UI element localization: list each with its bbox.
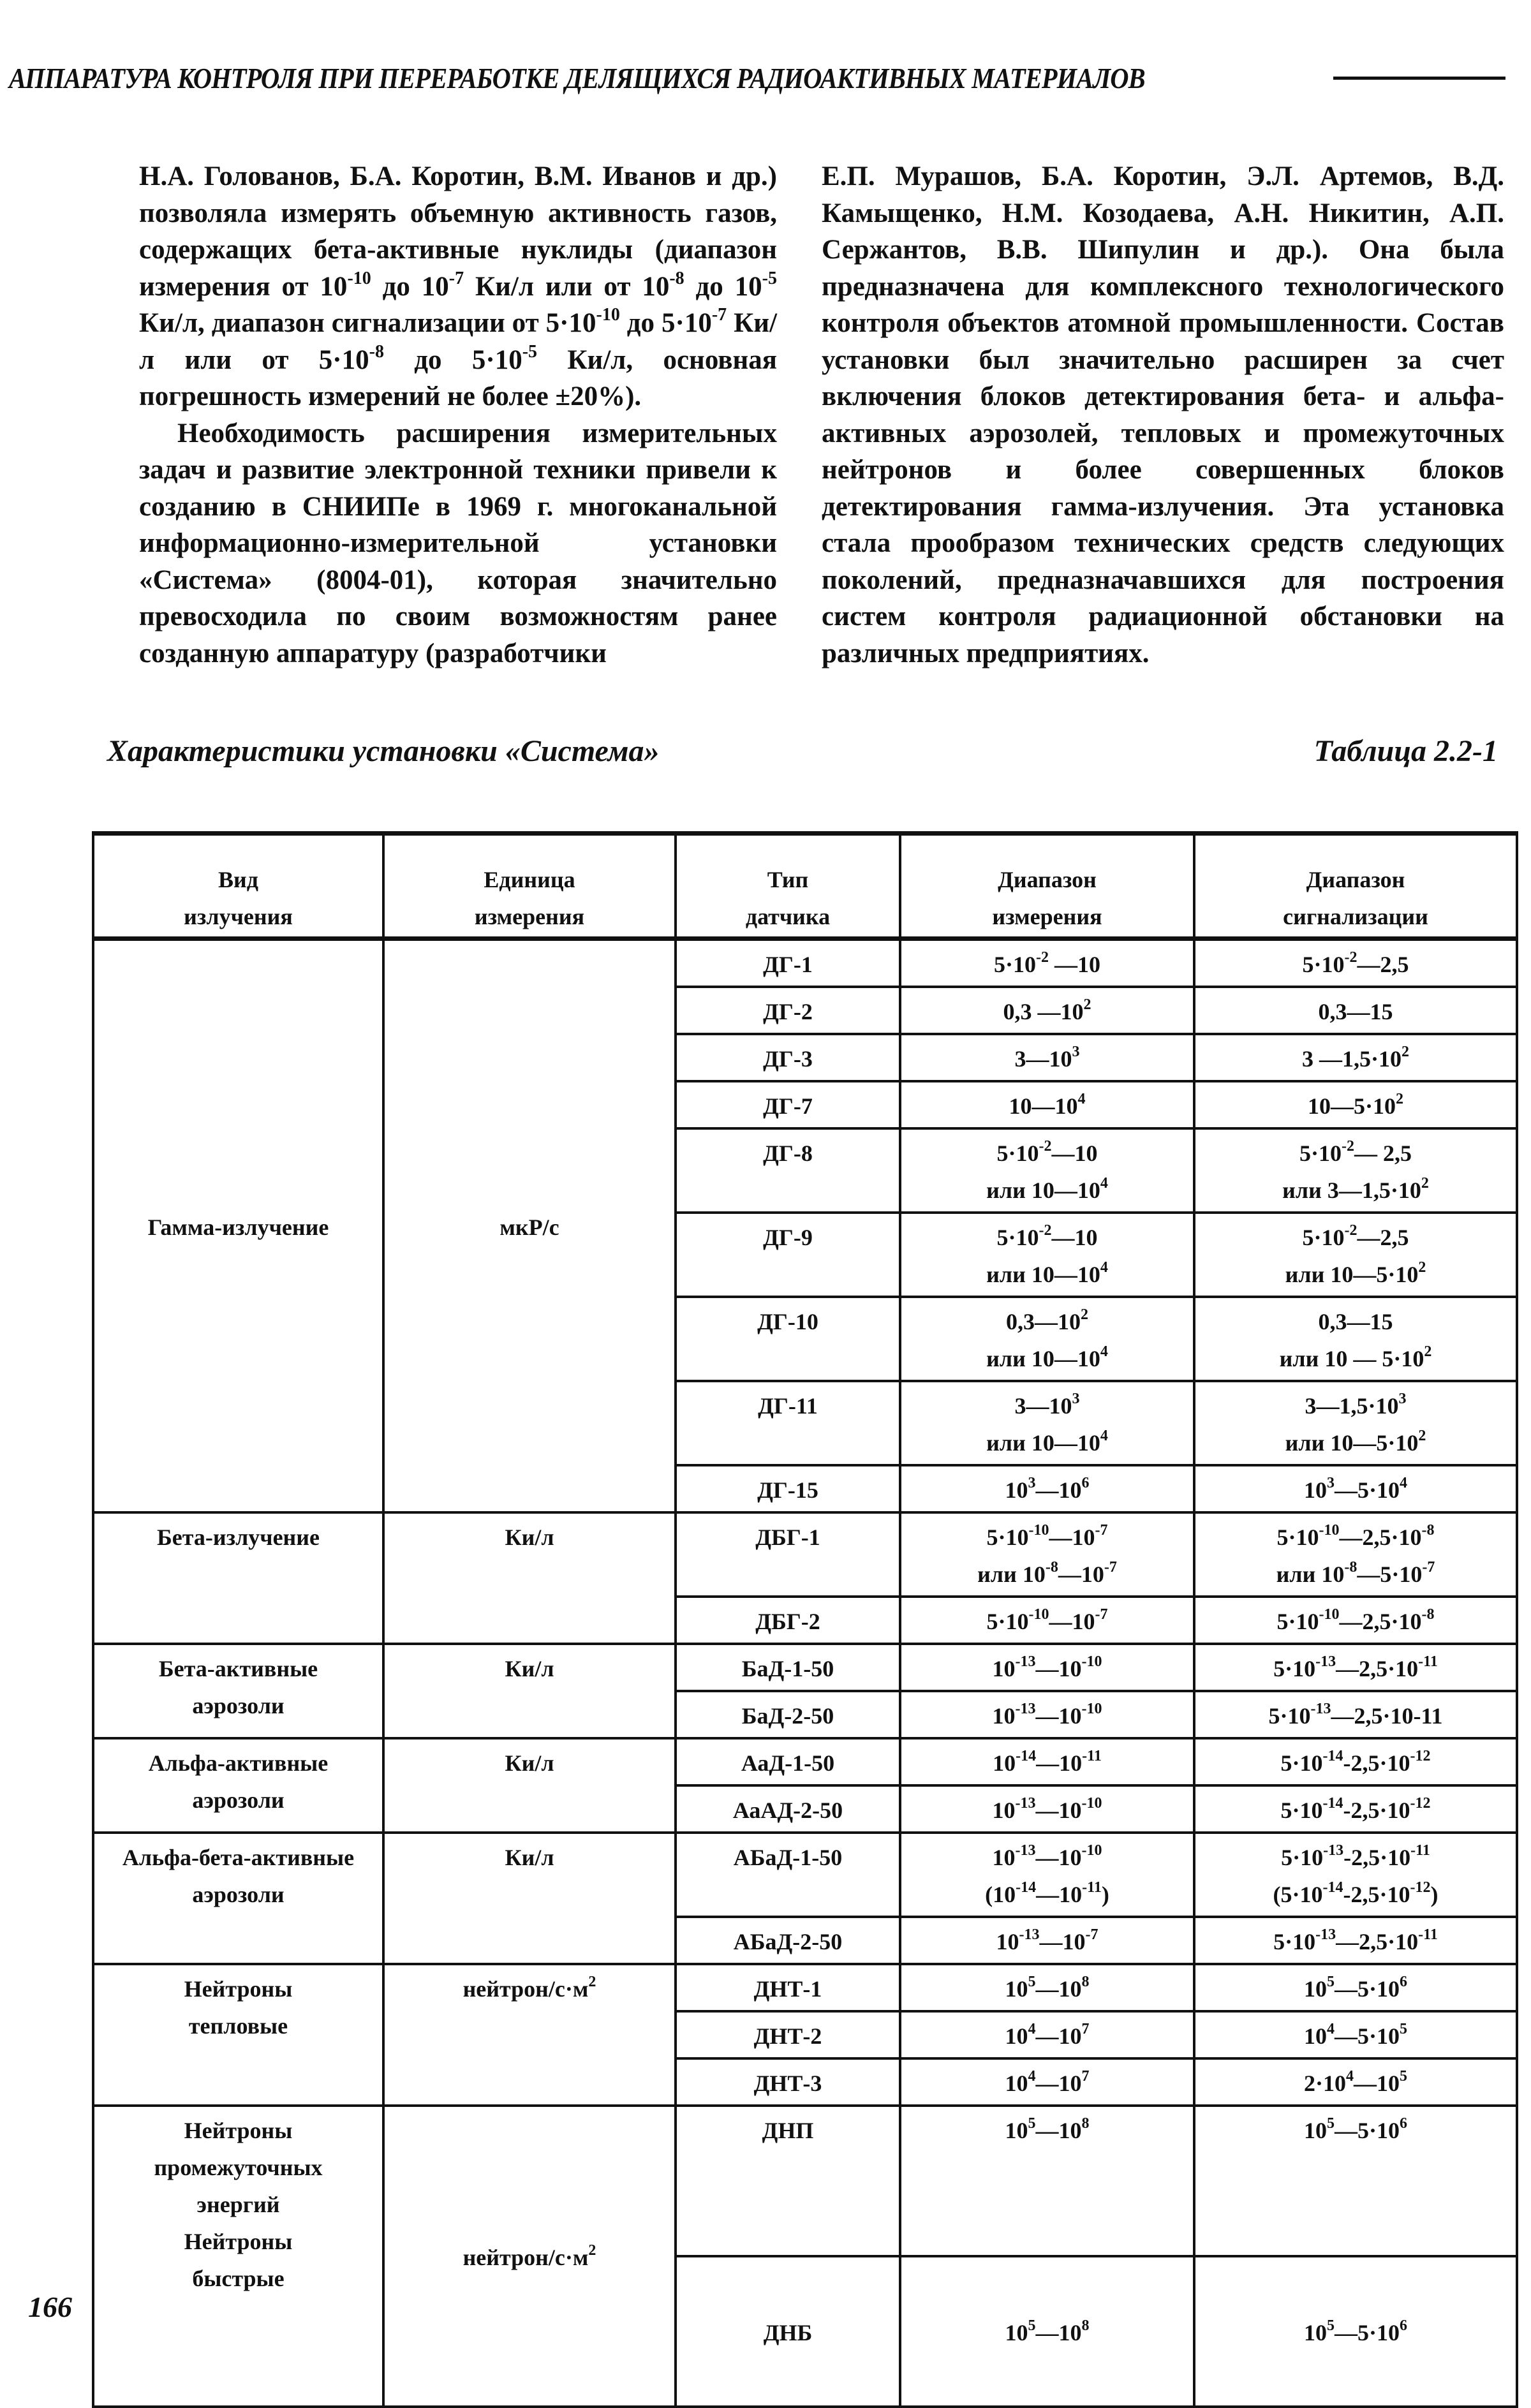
sensor-type-cell: ДНП [676, 2106, 900, 2256]
column-header: Диапазон сигнализации [1194, 834, 1517, 939]
unit-cell: мкР/с [383, 939, 676, 1513]
cell-value: $10^3—5\cdot 10^4$ [1303, 1475, 1407, 1503]
table-caption-row [107, 734, 1498, 785]
cell-value: $5\cdot 10^{-2}$ —10 [993, 949, 1100, 977]
measure-range-cell [900, 1833, 1194, 1917]
alarm-range-cell [1194, 939, 1517, 987]
cell-value: $5\cdot 10^{-2}—$ 2,5 [1299, 1138, 1412, 1166]
measure-range-cell [900, 1644, 1194, 1691]
alarm-range-cell [1194, 1738, 1517, 1785]
measure-range-cell [900, 1081, 1194, 1128]
table-row [93, 1512, 1517, 1597]
alarm-range-cell [1194, 2058, 1517, 2106]
alarm-range-cell [1194, 1917, 1517, 1964]
cell-value: 0,3—15 [1318, 1309, 1393, 1334]
cell-value: или $10—10^4$ [986, 1428, 1108, 1456]
unit-cell: нейтрон/$с\cdot м^2$ [383, 2106, 676, 2407]
cell-value: $0,3—10^2$ [1006, 1306, 1088, 1334]
cell-value: или $10^{-8}—10^{-7}$ [977, 1559, 1117, 1587]
cell-value: $5\cdot 10^{-10}—2,5\cdot 10^{-8}$ [1276, 1606, 1435, 1634]
cell-value: $3—10^3$ [1014, 1044, 1080, 1072]
radiation-type-cell: Альфа-бета-активные аэрозоли [93, 1833, 383, 1964]
measure-range-cell [900, 1297, 1194, 1381]
cell-value: $10^5—10^8$ [1005, 2317, 1090, 2345]
sensor-type-cell: АаАД-2-50 [676, 1785, 900, 1833]
sensor-type-cell: АБаД-1-50 [676, 1833, 900, 1917]
alarm-range-cell [1194, 2256, 1517, 2407]
cell-value: $5\cdot 10^{-13}-2,5\cdot 10^{-11}$ [1281, 1842, 1430, 1870]
table-row [93, 1833, 1517, 1917]
table-header [93, 834, 1517, 939]
cell-value: $(10^{-14}—10^{-11})$ [985, 1879, 1109, 1907]
cell-value: $10^{-13}—10^{-10}$ [992, 1795, 1102, 1823]
cell-value: $5\cdot 10^{-2}—10$ [996, 1138, 1098, 1166]
unit-cell: Ки/л [383, 1833, 676, 1964]
left-column-paragraph: Н.А. Голованов, Б.А. Коротин, В.М. Иванов и др.) позволяла измерять объемную активность газов, содержащих бета-активные нуклиды (диапазон измерения от $10^{-10}$ до $10^{-7}$ Ки/л или от $10^{-8}$ до $10^{-5}$ Ки/л, диапазон сигнализации от $5\cdot 10^{-10}$ до $5\cdot 10^{-7}$ Ки/л или от $5\cdot 10^{-8}$ до $5\cdot 10^{-5}$ Ки/л, основная погрешность измерений не более ±20%). [139, 161, 778, 411]
cell-value: $10^5—5\cdot 10^6$ [1303, 2115, 1407, 2143]
sensor-type-cell: АБаД-2-50 [676, 1917, 900, 1964]
alarm-range-cell [1194, 2011, 1517, 2058]
cell-value: $10^3—10^6$ [1005, 1475, 1090, 1503]
column-header: Единица измерения [383, 834, 676, 939]
alarm-range-cell [1194, 1833, 1517, 1917]
measure-range-cell [900, 1785, 1194, 1833]
cell-value: $10^4—5\cdot 10^5$ [1303, 2021, 1407, 2049]
alarm-range-cell [1194, 987, 1517, 1034]
alarm-range-cell [1194, 1128, 1517, 1213]
measure-range-cell [900, 1128, 1194, 1213]
cell-value: $10^4—10^7$ [1005, 2068, 1090, 2096]
table-row [93, 1738, 1517, 1785]
sensor-type-cell: ДНТ-1 [676, 1964, 900, 2011]
cell-value: или $10—10^4$ [986, 1259, 1108, 1287]
alarm-range-cell [1194, 1381, 1517, 1465]
radiation-type-cell: Бета-излучение [93, 1512, 383, 1644]
cell-value: или 10 — $5\cdot 10^2$ [1279, 1343, 1432, 1371]
cell-value: $5\cdot 10^{-14}-2,5\cdot 10^{-12}$ [1280, 1748, 1431, 1776]
cell-value: $3—10^3$ [1014, 1391, 1080, 1419]
alarm-range-cell [1194, 2106, 1517, 2256]
sensor-type-cell: ДБГ-1 [676, 1512, 900, 1597]
sensor-type-cell: ДНТ-2 [676, 2011, 900, 2058]
cell-value: $5\cdot 10^{-2}—10$ [996, 1222, 1098, 1250]
sensor-type-cell: ДНБ [676, 2256, 900, 2407]
page-number: 166 [28, 2291, 72, 2323]
cell-value: $10^5—5\cdot 10^6$ [1303, 2317, 1407, 2345]
cell-value: $5\cdot 10^{-2}—2,5$ [1302, 1222, 1409, 1250]
sensor-type-cell: ДГ-1 [676, 939, 900, 987]
cell-value: $5\cdot 10^{-14}-2,5\cdot 10^{-12}$ [1280, 1795, 1431, 1823]
cell-value: или $10—10^4$ [986, 1343, 1108, 1371]
sensor-type-cell: ДБГ-2 [676, 1597, 900, 1644]
table-row [93, 939, 1517, 987]
measure-range-cell [900, 1917, 1194, 1964]
cell-value: $5\cdot 10^{-10}—10^{-7}$ [986, 1606, 1108, 1634]
alarm-range-cell [1194, 1964, 1517, 2011]
sensor-type-cell: ДГ-15 [676, 1465, 900, 1512]
table-row [93, 1964, 1517, 2011]
body-column-right [822, 158, 1504, 672]
measure-range-cell [900, 1213, 1194, 1297]
table-body [93, 939, 1517, 2407]
sensor-type-cell: ДГ-11 [676, 1381, 900, 1465]
column-header: Вид излучения [93, 834, 383, 939]
alarm-range-cell [1194, 1691, 1517, 1738]
table-row [93, 2106, 1517, 2256]
body-column-left [139, 158, 777, 672]
unit-cell: Ки/л [383, 1738, 676, 1833]
column-header: Тип датчика [676, 834, 900, 939]
measure-range-cell [900, 1034, 1194, 1081]
unit-cell: Ки/л [383, 1512, 676, 1644]
alarm-range-cell [1194, 1081, 1517, 1128]
cell-value: или $10—10^4$ [986, 1175, 1108, 1203]
right-column-paragraph: Е.П. Мурашов, Б.А. Коротин, Э.Л. Артемов, В.Д. Камыщенко, Н.М. Козодаева, А.Н. Никитин, А.П. Сержантов, В.В. Шипулин и др.). Она была предназначена для комплексного технологического контроля объектов атомной промышленности. Состав установки был значительно расширен за счет включения блоков детектирования бета- и альфа-активных аэрозолей, тепловых и промежуточных нейтронов и более совершенных блоков детектирования гамма-излучения. Эта установка стала прообразом технических средств следующих поколений, предназначавшихся для построения систем контроля радиационной обстановки на различных предприятиях. [822, 161, 1504, 668]
table-row [93, 1644, 1517, 1691]
running-head-rule [1333, 77, 1505, 80]
measure-range-cell [900, 2058, 1194, 2106]
cell-value: $5\cdot 10^{-2}—2,5$ [1302, 949, 1409, 977]
radiation-type-cell: Нейтроны промежуточных энергий Нейтроны быстрые [93, 2106, 383, 2407]
cell-value: или $10—5\cdot 10^2$ [1285, 1259, 1426, 1287]
sensor-type-cell: ДГ-10 [676, 1297, 900, 1381]
cell-value: $5\cdot 10^{-13}—2,5\cdot 10^{-11}$ [1273, 1653, 1438, 1681]
cell-value: $5\cdot 10^{-13}—2,5\cdot 10^{-11}$ [1273, 1926, 1438, 1954]
radiation-type-cell: Альфа-активные аэрозоли [93, 1738, 383, 1833]
cell-value: $10^{-14}—10^{-11}$ [993, 1748, 1102, 1776]
cell-value: $10^{-13}—10^{-10}$ [992, 1653, 1102, 1681]
measure-range-cell [900, 987, 1194, 1034]
measure-range-cell [900, 1465, 1194, 1512]
cell-value: $2\cdot 10^4—10^5$ [1303, 2068, 1407, 2096]
sensor-type-cell: ДГ-7 [676, 1081, 900, 1128]
cell-value: $5\cdot 10^{-13}—2,5\cdot 10-11$ [1268, 1701, 1443, 1729]
cell-value: $3—1,5\cdot 10^3$ [1305, 1391, 1407, 1419]
table-number: Таблица 2.2-1 [1313, 734, 1498, 768]
cell-value: $10—10^4$ [1009, 1091, 1086, 1119]
table-caption: Характеристики установки «Система» [107, 734, 660, 768]
table-header-row [93, 834, 1517, 939]
running-head-title: АППАРАТУРА КОНТРОЛЯ ПРИ ПЕРЕРАБОТКЕ ДЕЛЯЩИХСЯ РАДИОАКТИВНЫХ МАТЕРИАЛОВ [9, 61, 1145, 94]
cell-value: $10^{-13}—10^{-10}$ [992, 1701, 1102, 1729]
sensor-type-cell: ДГ-2 [676, 987, 900, 1034]
unit-cell: нейтрон/$с\cdot м^2$ [383, 1964, 676, 2106]
cell-value: или $3—1,5\cdot 10^2$ [1282, 1175, 1429, 1203]
left-column-paragraph: Необходимость расширения измерительных задач и развитие электронной техники привели к созданию в СНИИПе в 1969 г. многоканальной информационно-измерительной установки «Система» (8004-01), которая значительно превосходила по своим возможностям ранее созданную аппаратуру (разработчики [139, 418, 777, 668]
measure-range-cell [900, 1597, 1194, 1644]
measure-range-cell [900, 1738, 1194, 1785]
cell-value: $10^{-13}—10^{-10}$ [992, 1842, 1102, 1870]
column-header: Диапазон измерения [900, 834, 1194, 939]
sensor-type-cell: БаД-2-50 [676, 1691, 900, 1738]
alarm-range-cell [1194, 1597, 1517, 1644]
cell-value: или $10^{-8}—5\cdot 10^{-7}$ [1276, 1559, 1435, 1587]
measure-range-cell [900, 1691, 1194, 1738]
sensor-type-cell: АаД-1-50 [676, 1738, 900, 1785]
cell-value: 0,3 $—10^2$ [1003, 996, 1091, 1024]
measure-range-cell [900, 2011, 1194, 2058]
sensor-type-cell: ДГ-8 [676, 1128, 900, 1213]
cell-value: $(5\cdot 10^{-14}-2,5\cdot 10^{-12})$ [1273, 1879, 1439, 1907]
radiation-type-cell: Нейтроны тепловые [93, 1964, 383, 2106]
specs-table [92, 831, 1518, 2408]
running-head [9, 59, 1505, 97]
sensor-type-cell: ДГ-9 [676, 1213, 900, 1297]
sensor-type-cell: ДГ-3 [676, 1034, 900, 1081]
cell-value: $5\cdot 10^{-10}—2,5\cdot 10^{-8}$ [1276, 1522, 1435, 1550]
radiation-type-cell: Бета-активные аэрозоли [93, 1644, 383, 1738]
cell-value: $10—5\cdot 10^2$ [1307, 1091, 1403, 1119]
measure-range-cell [900, 1512, 1194, 1597]
alarm-range-cell [1194, 1465, 1517, 1512]
alarm-range-cell [1194, 1644, 1517, 1691]
radiation-type-cell: Гамма-излучение [93, 939, 383, 1513]
cell-value: $10^5—10^8$ [1005, 2115, 1090, 2143]
alarm-range-cell [1194, 1785, 1517, 1833]
measure-range-cell [900, 1964, 1194, 2011]
measure-range-cell [900, 1381, 1194, 1465]
cell-value: $10^5—5\cdot 10^6$ [1303, 1974, 1407, 2002]
measure-range-cell [900, 2106, 1194, 2256]
cell-value: $10^{-13}—10^{-7}$ [996, 1926, 1098, 1954]
sensor-type-cell: ДНТ-3 [676, 2058, 900, 2106]
cell-value: или $10—5\cdot 10^2$ [1285, 1428, 1426, 1456]
cell-value: 3 $—1,5\cdot 10^2$ [1301, 1044, 1409, 1072]
unit-cell: Ки/л [383, 1644, 676, 1738]
cell-value: $10^4—10^7$ [1005, 2021, 1090, 2049]
cell-value: 0,3—15 [1318, 999, 1393, 1024]
cell-value: $5\cdot 10^{-10}—10^{-7}$ [986, 1522, 1108, 1550]
alarm-range-cell [1194, 1034, 1517, 1081]
cell-value: $10^5—10^8$ [1005, 1974, 1090, 2002]
alarm-range-cell [1194, 1213, 1517, 1297]
alarm-range-cell [1194, 1512, 1517, 1597]
alarm-range-cell [1194, 1297, 1517, 1381]
measure-range-cell [900, 2256, 1194, 2407]
measure-range-cell [900, 939, 1194, 987]
sensor-type-cell: БаД-1-50 [676, 1644, 900, 1691]
